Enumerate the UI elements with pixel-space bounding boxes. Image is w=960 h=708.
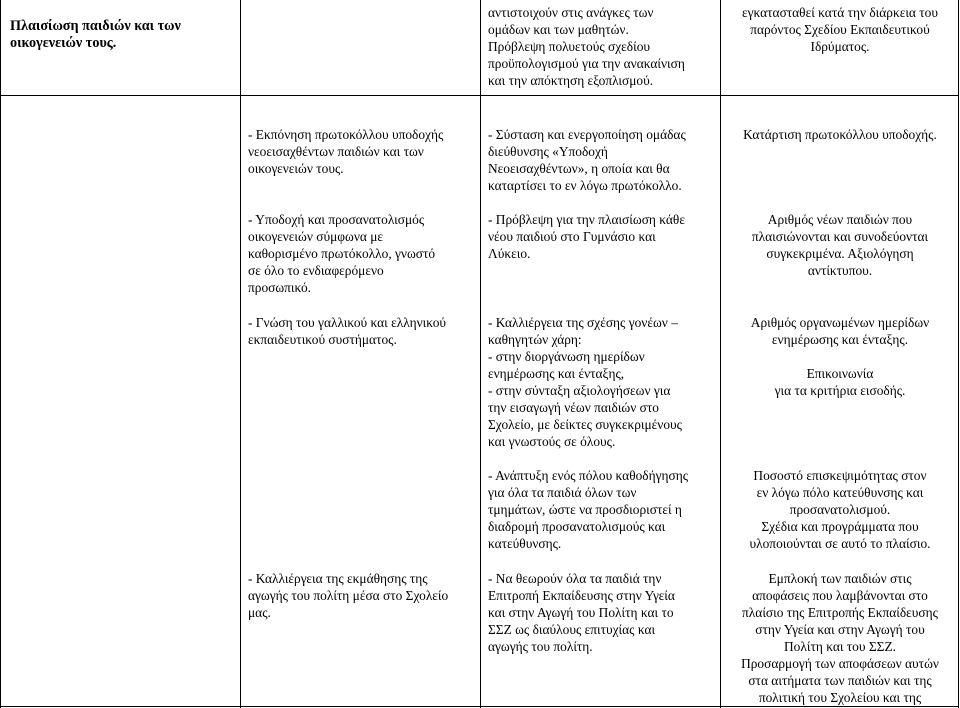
column-4-row-2 <box>724 211 956 279</box>
column-2-row-3 <box>248 314 476 348</box>
column-3-row-1 <box>488 126 716 194</box>
column-3-row-3 <box>488 314 716 450</box>
indicator-text: εγκατασταθεί κατά την διάρκεια του παρόντος Σχεδίου Εκπαιδευτικού Ιδρύματος. <box>741 5 938 54</box>
indicator-text: Ποσοστό επισκεψιμότητας στον εν λόγω πόλο κατεύθυνσης και προσανατολισμού. Σχέδια και προγράμματα που υλοποιούνται σε αυτό το πλαίσιο. <box>749 468 931 551</box>
column-4-top <box>724 4 956 55</box>
row-divider-top <box>0 95 959 96</box>
goal-text: - Υποδοχή και προσανατολισμός οικογενειών σύμφωνα με καθορισμένο πρωτόκολλο, γνωστό σε όλο το ενδιαφερόμενο προσωπικό. <box>248 212 436 295</box>
action-text: - Σύσταση και ενεργοποίηση ομάδας διεύθυνσης «Υποδοχή Νεοεισαχθέντων», η οποία και θα καταρτίσει το εν λόγω πρωτόκολλο. <box>488 127 686 193</box>
section-title: Πλαισίωση παιδιών και των οικογενειών τους. <box>10 18 181 51</box>
column-3-row-5 <box>488 570 716 655</box>
table-border-left <box>0 0 1 708</box>
action-text: - Ανάπτυξη ενός πόλου καθοδήγησης για όλα τα παιδιά όλων των τμημάτων, ώστε να προσδιοριστεί η διαδρομή προσανατολισμούς και κατεύθυνσης. <box>488 468 689 551</box>
goal-text: - Γνώση του γαλλικού και ελληνικού εκπαιδευτικού συστήματος. <box>248 315 447 347</box>
column-4-row-1 <box>724 126 956 143</box>
indicator-text: Εμπλοκή των παιδιών στις αποφάσεις που λαμβάνονται στο πλαίσιο της Επιτροπής Εκπαίδευσης στην Υγεία και στην Αγωγή του Πολίτη και του ΣΣΖ. Προσαρμογή των αποφάσεων αυτών στα αιτήματα των παιδιών και της πολιτική του Σχολείου και της <box>741 571 939 705</box>
indicator-text: Κατάρτιση πρωτοκόλλου υποδοχής. <box>743 127 937 142</box>
column-4-row-5 <box>724 570 956 706</box>
table-border-right <box>958 0 959 708</box>
column-4-row-3 <box>724 314 956 399</box>
column-2-row-2 <box>248 211 476 296</box>
column-3-row-2 <box>488 211 716 262</box>
action-text: - Να θεωρούν όλα τα παιδιά την Επιτροπή Εκπαίδευσης στην Υγεία και στην Αγωγή του Πολίτη και το ΣΣΖ ως διαύλους επιτυχίας και αγωγής του πολίτη. <box>488 571 675 654</box>
action-text: - Καλλιέργεια της σχέσης γονέων – καθηγητών χάρη: - στην διοργάνωση ημερίδων ενημέρωσης και ένταξης, - στην σύνταξη αξιολογήσεων για την εισαγωγή νέων παιδιών στο Σχολείο, με δείκτες συγκεκριμένους και γνωστούς σε όλους. <box>488 315 682 449</box>
column-2-row-4 <box>248 570 476 621</box>
goal-text: - Καλλιέργεια της εκμάθησης της αγωγής του πολίτη μέσα στο Σχολείο μας. <box>248 571 449 620</box>
column-2-row-1 <box>248 126 476 177</box>
table-divider-3 <box>720 0 721 708</box>
action-text: αντιστοιχούν στις ανάγκες των ομάδων και των μαθητών. Πρόβλεψη πολυετούς σχεδίου προϋπολογισμού για την ανακαίνιση και την απόκτηση εξοπλισμού. <box>488 5 685 88</box>
indicator-text: Αριθμός οργανωμένων ημερίδων ενημέρωσης και ένταξης. Επικοινωνία για τα κριτήρια εισοδής. <box>750 315 930 398</box>
column-3-top <box>488 4 716 89</box>
table-border-bottom <box>0 706 959 707</box>
column-4-row-4 <box>724 467 956 552</box>
indicator-text: Αριθμός νέων παιδιών που πλαισιώνονται και συνοδεύονται συγκεκριμένα. Αξιολόγηση αντίκτυπου. <box>751 212 929 278</box>
table-divider-1 <box>240 0 241 708</box>
column-3-row-4 <box>488 467 716 552</box>
table-divider-2 <box>480 0 481 708</box>
action-text: - Πρόβλεψη για την πλαισίωση κάθε νέου παιδιού στο Γυμνάσιο και Λύκειο. <box>488 212 685 261</box>
column-1 <box>10 18 235 52</box>
goal-text: - Εκπόνηση πρωτοκόλλου υποδοχής νεοεισαχθέντων παιδιών και των οικογενειών τους. <box>248 127 444 176</box>
